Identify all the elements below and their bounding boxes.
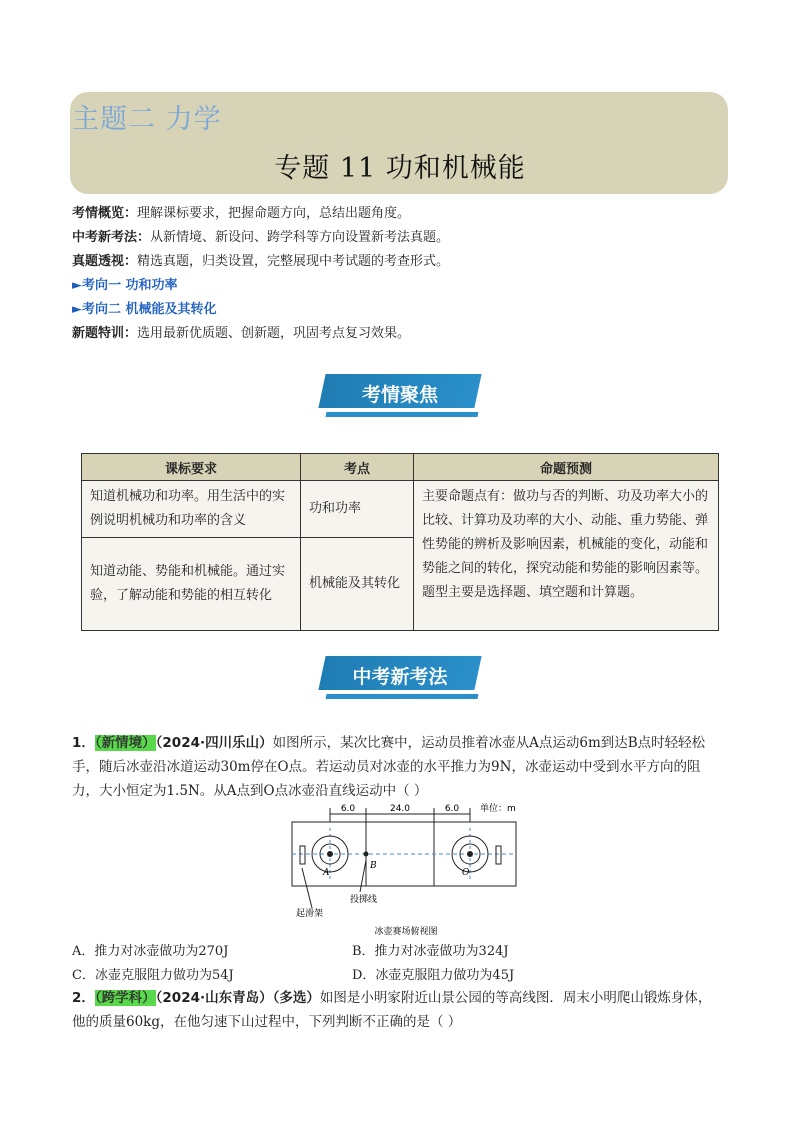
section-header-focus: 考情聚焦 [0, 374, 800, 422]
option-d[interactable]: D．冰壶克服阻力做功为45J [352, 968, 515, 983]
theme-title: 主题二 力学 [72, 104, 222, 135]
overview-line-2: 中考新考法：从新情境、新设问、跨学科等方向设置新考法真题。 [72, 230, 450, 245]
point-b [364, 852, 369, 857]
question-1: 1．（新情境）（2024·四川乐山）如图所示，某次比赛中，运动员推着冰壶从A点运动6m到达B点时轻轻松手，随后冰壶沿冰道运动30m停在O点。若运动员对冰壶的水平推力为9N，冰壶运动中受到水平方向的阻力，大小恒定为1.5N。从A点到O点冰壶沿直线运动中（ ） [72, 735, 706, 799]
table-header: 考点 [301, 454, 414, 481]
option-c[interactable]: C．冰壶克服阻力做功为54J [72, 968, 234, 983]
option-b[interactable]: B．推力对冰壶做功为324J [352, 944, 509, 959]
table-cell: 功和功率 [301, 481, 414, 538]
question-2: 2．（跨学科）（2024·山东青岛）（多选）如图是小明家附近山景公园的等高线图．周末小明爬山锻炼身体，他的质量60kg，在他匀速下山过程中，下列判断不正确的是（ ） [72, 990, 712, 1030]
table-cell: 知道机械功和功率。用生活中的实例说明机械功和功率的含义 [82, 481, 301, 538]
topic-title: 专题 11 功和机械能 [274, 153, 526, 184]
overview-line-4: 新题特训：选用最新优质题、创新题，巩固考点复习效果。 [72, 326, 411, 341]
svg-text:A: A [323, 868, 330, 878]
curling-field-figure [290, 800, 522, 940]
point-a [327, 851, 333, 857]
dim-label: 24.0 [389, 804, 411, 814]
tag-badge: （跨学科） [94, 990, 156, 1006]
unit-label: 单位：m [480, 804, 516, 814]
section-header-new-methods: 中考新考法 [0, 656, 800, 704]
overview-line-1: 考情概览：理解课标要求，把握命题方向，总结出题角度。 [72, 206, 411, 221]
overview-line-3: 真题透视：精选真题，归类设置，完整展现中考试题的考查形式。 [72, 254, 450, 269]
tag-badge: （新情境） [94, 735, 156, 751]
figure-caption: 冰壶赛场俯视图 [374, 927, 438, 937]
point-o [467, 851, 473, 857]
table-cell: 机械能及其转化 [301, 538, 414, 631]
link-direction-2[interactable]: ►考向二 机械能及其转化 [72, 302, 217, 317]
overview-list [72, 202, 732, 346]
start-label: 起滑架 [296, 909, 324, 919]
table-header: 命题预测 [414, 454, 719, 481]
table-header: 课标要求 [82, 454, 301, 481]
dim-label: 6.0 [444, 804, 460, 814]
option-a[interactable]: A．推力对冰壶做功为270J [72, 944, 229, 959]
table-cell-prediction: 主要命题点有：做功与否的判断、功及功率大小的比较、计算功及功率的大小、动能、重力势能、弹性势能的辨析及影响因素，机械能的变化，动能和势能之间的转化，探究动能和势能的影响因素等。 题型主要是选择题、填空题和计算题。 [414, 481, 719, 631]
dim-label: 6.0 [340, 804, 356, 814]
svg-text:O: O [462, 868, 470, 878]
svg-text:B: B [370, 861, 377, 871]
table-cell: 知道动能、势能和机械能。通过实验，了解动能和势能的相互转化 [82, 538, 301, 631]
syllabus-table [81, 453, 719, 631]
link-direction-1[interactable]: ►考向一 功和功率 [72, 278, 178, 293]
line-label: 投掷线 [350, 895, 378, 905]
